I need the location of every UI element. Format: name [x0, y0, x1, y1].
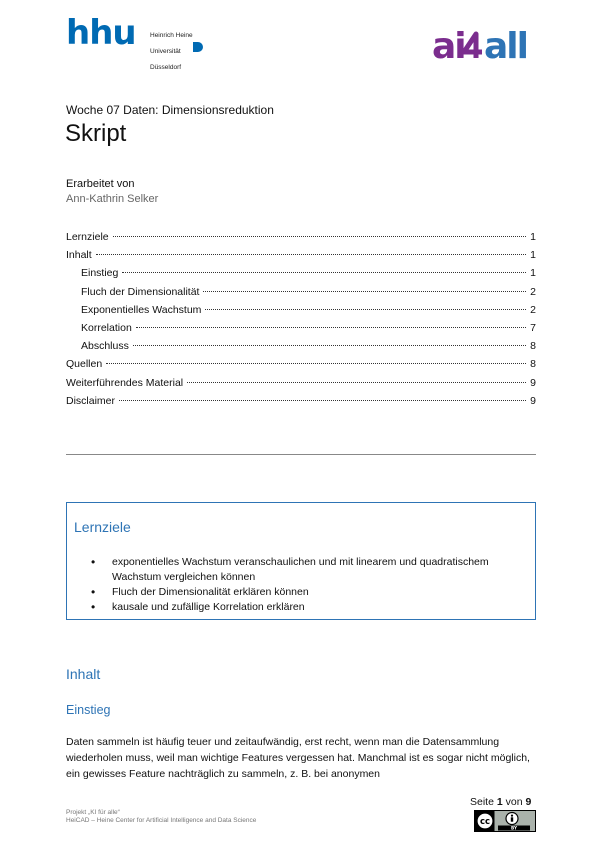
hhu-line-1: Heinrich Heine: [150, 32, 193, 39]
toc-entry-label: Inhalt: [66, 249, 92, 262]
page-number: [470, 796, 531, 808]
cc-by-label: BY: [511, 825, 517, 831]
ai4all-logo-text: ai: [432, 26, 465, 64]
footer-project: [66, 809, 256, 825]
footer-project-name: Projekt „KI für alle“: [66, 809, 120, 816]
toc-entry-label: Exponentielles Wachstum: [81, 303, 202, 316]
hhu-university-name: [150, 24, 193, 80]
toc-entry-page: 1: [530, 267, 536, 280]
toc-entry-page: 9: [530, 376, 536, 389]
page-current: 1: [496, 796, 503, 808]
toc-entry[interactable]: [66, 355, 536, 373]
hhu-line-3: Düsseldorf: [150, 64, 182, 71]
toc-entry-page: 9: [530, 394, 536, 407]
author-name: Ann-Kathrin Selker: [66, 193, 159, 205]
toc-leader-dots: [203, 291, 526, 292]
toc-entry[interactable]: [66, 319, 536, 337]
author-label: Erarbeitet von: [66, 178, 135, 190]
toc-entry-label: Fluch der Dimensionalität: [81, 285, 200, 298]
ai4all-four-icon: [464, 34, 482, 58]
toc-entry-page: 7: [530, 321, 536, 334]
divider: [66, 454, 536, 455]
toc-entry[interactable]: [66, 264, 536, 282]
toc-entry[interactable]: [66, 374, 536, 392]
page-title: Skript: [65, 120, 127, 147]
page-total: 9: [525, 796, 532, 808]
lernziele-item: • Fluch der Dimensionalität erklären können: [91, 585, 521, 600]
table-of-contents: [66, 228, 536, 410]
lernziele-item: • exponentielles Wachstum veranschaulichen und mit linearem und quadratischem Wachstum vergleichen können: [91, 555, 521, 585]
cc-license-icon: [474, 810, 536, 832]
toc-leader-dots: [133, 345, 526, 346]
toc-entry-page: 1: [530, 231, 536, 243]
toc-entry-page: 1: [530, 249, 536, 262]
toc-leader-dots: [205, 309, 526, 310]
toc-entry-page: 8: [530, 340, 536, 353]
body-paragraph: Daten sammeln ist häufig teuer und zeitaufwändig, erst recht, wenn man die Datensammlung wiederholen muss, weil man wichtige Features vergessen hat. Manchmal ist es sogar nicht möglich, ein gewisses Feature nachträglich zu sammeln, z. B. bei anonymen: [66, 736, 530, 780]
toc-entry-label: Einstieg: [81, 267, 119, 280]
toc-entry[interactable]: [66, 392, 536, 410]
toc-entry-page: 2: [530, 285, 536, 298]
toc-leader-dots: [106, 363, 526, 364]
page-sep: von: [505, 796, 523, 808]
toc-entry-label: Abschluss: [81, 340, 129, 353]
ai4all-logo-all: all: [484, 26, 527, 64]
toc-leader-dots: [119, 400, 526, 401]
hhu-logo: [66, 13, 216, 71]
toc-leader-dots: [122, 272, 526, 273]
toc-entry-page: 8: [530, 358, 536, 371]
toc-leader-dots: [96, 254, 526, 255]
ai4all-logo: [432, 24, 542, 64]
toc-entry[interactable]: [66, 283, 536, 301]
hhu-wordmark: hhu: [66, 13, 136, 53]
svg-text:cc: cc: [479, 817, 491, 828]
lernziele-item: • kausale und zufällige Korrelation erklären: [91, 600, 521, 615]
page-prefix: Seite: [470, 796, 494, 808]
heading-inhalt: Inhalt: [66, 666, 101, 682]
heading-einstieg: Einstieg: [66, 703, 111, 717]
footer-center-name: HeiCAD – Heine Center for Artificial Intelligence and Data Science: [66, 817, 257, 824]
toc-leader-dots: [136, 327, 526, 328]
toc-entry-label: Korrelation: [81, 321, 132, 334]
hhu-line-2: Universität: [150, 48, 181, 55]
toc-entry[interactable]: [66, 337, 536, 355]
toc-entry-label: Quellen: [66, 358, 103, 371]
toc-entry[interactable]: [66, 301, 536, 319]
toc-entry[interactable]: [66, 228, 536, 246]
lernziele-list: [91, 555, 521, 615]
lernziele-heading: Lernziele: [74, 519, 131, 535]
toc-entry[interactable]: [66, 246, 536, 264]
hhu-mark-icon: [193, 42, 203, 52]
toc-leader-dots: [187, 382, 526, 383]
week-subtitle: Woche 07 Daten: Dimensionsreduktion: [66, 103, 274, 117]
toc-entry-label: Weiterführendes Material: [66, 376, 184, 389]
toc-entry-label: Disclaimer: [66, 394, 116, 407]
toc-leader-dots: [113, 236, 526, 237]
toc-entry-label: Lernziele: [66, 231, 109, 243]
toc-entry-page: 2: [530, 303, 536, 316]
lernziele-box: [66, 502, 536, 620]
